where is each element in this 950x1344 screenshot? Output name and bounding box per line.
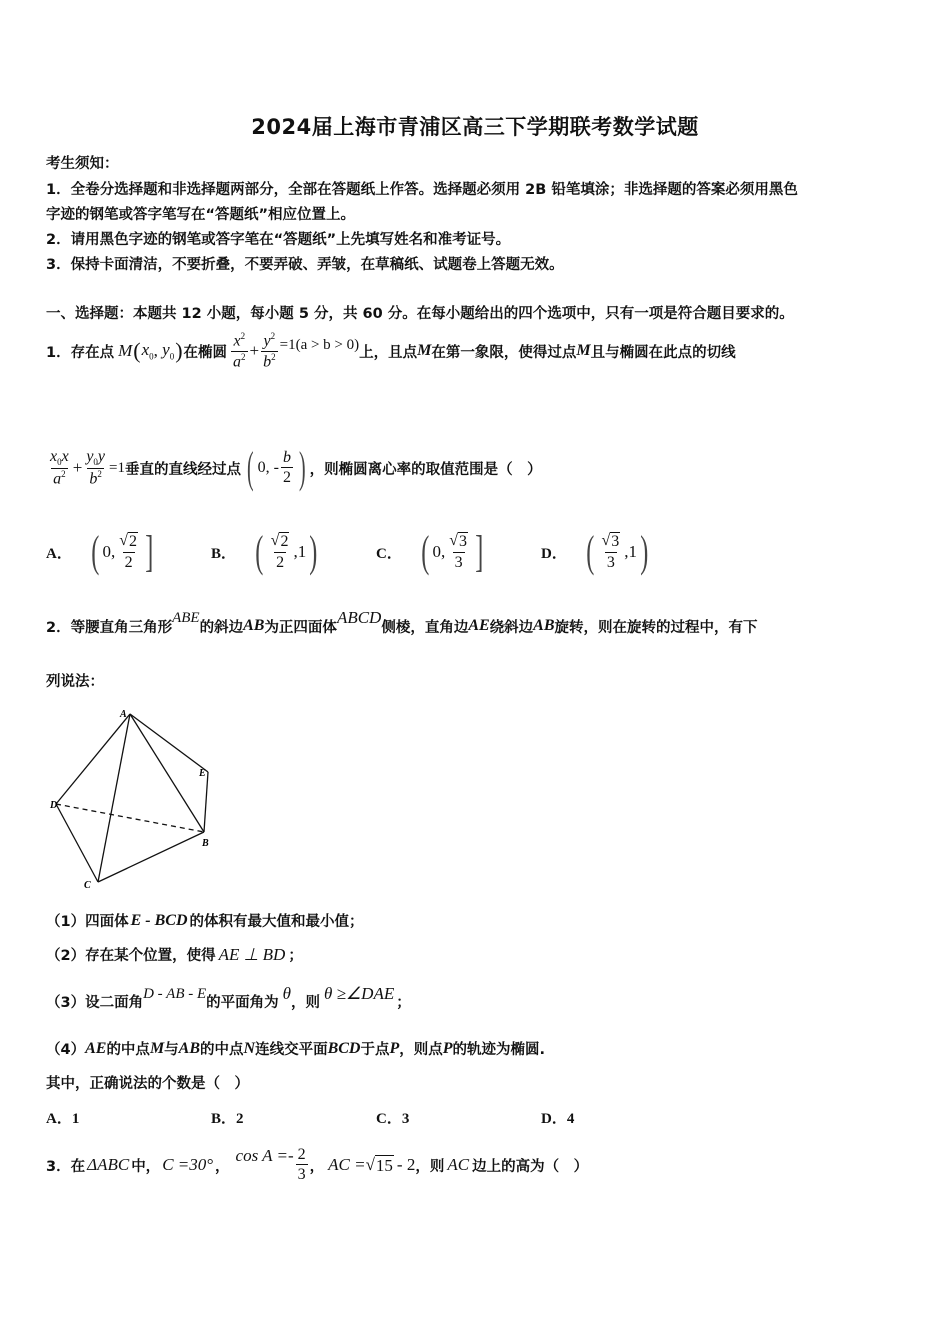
edge-eb bbox=[204, 772, 208, 832]
q1-option-c[interactable]: C． ( 0, √ 3 3 ] bbox=[376, 527, 484, 576]
edge-dc bbox=[56, 804, 98, 882]
vertex-label-e: E bbox=[199, 768, 206, 779]
vertex-label-b: B bbox=[202, 838, 209, 849]
vertex-label-a: A bbox=[120, 709, 127, 720]
q1-paren-open: ( bbox=[133, 338, 141, 363]
q2-statement-1: （1）四面体 E - BCD 的体积有最大值和最小值； bbox=[46, 911, 364, 930]
q2-option-d[interactable]: D．4 bbox=[541, 1111, 575, 1127]
q1-paren-close: ) bbox=[175, 338, 183, 363]
q1-tangent-x-fraction: $\frac{x_0x}{a^2}$ bbox=[50, 447, 69, 487]
q1-y0: $y_0$ bbox=[162, 340, 175, 362]
question-1-line-2 bbox=[46, 438, 542, 498]
question-2-line-2: 列说法： bbox=[46, 674, 104, 690]
question-1-options bbox=[46, 520, 926, 584]
q2-text-6: 旋转，则在旋转的过程中，有下 bbox=[554, 619, 758, 636]
edge-ae bbox=[130, 714, 208, 772]
q1-ellipse-y-fraction: $\frac{y^2}{b^2}$ bbox=[263, 330, 276, 370]
q2-abcd: ABCD bbox=[336, 608, 382, 627]
q1-point-m-3: M bbox=[576, 342, 591, 359]
q1-comma: , bbox=[153, 341, 163, 360]
q2-text-1: 2．等腰直角三角形 bbox=[46, 619, 173, 636]
q1-text-3: 上，且点 bbox=[359, 344, 418, 361]
q2-question-prompt: 其中，正确说法的个数是（ ） bbox=[46, 1076, 249, 1092]
q2-text-2: 的斜边 bbox=[199, 619, 244, 636]
q1-text-5: 且与椭圆在此点的切线 bbox=[590, 344, 736, 361]
q1-tangent-y-fraction: $\frac{y_0y}{b^2}$ bbox=[86, 447, 106, 487]
tetrahedron-figure bbox=[44, 704, 224, 894]
q2-statement-2: （2）存在某个位置，使得 AE ⊥ BD ； bbox=[46, 944, 303, 964]
q1-point-m: M bbox=[118, 341, 133, 360]
q1-ellipse-condition: =1(a > b > 0) bbox=[279, 336, 360, 353]
q1-plus: + bbox=[249, 341, 260, 360]
page-title: 2024届上海市青浦区高三下学期联考数学试题 bbox=[251, 115, 699, 139]
edge-db-hidden bbox=[56, 804, 204, 832]
vertex-label-c: C bbox=[84, 880, 91, 891]
q1-ellipse-x-fraction: $\frac{x^2}{a^2}$ bbox=[233, 330, 246, 370]
q1-point-coords: ( 0, - $\frac{b}{2}$ ) bbox=[247, 443, 306, 492]
edge-ab bbox=[130, 714, 204, 832]
q2-ab-2: AB bbox=[533, 617, 555, 634]
q2-text-4: 侧棱，直角边 bbox=[381, 619, 469, 636]
question-3: 3．在 ΔABC 中， C =30° ， cos A =- $\frac{2}{3}$ ， AC = √ 15 - 2 ，则 AC 边上的高为（ ） bbox=[46, 1145, 589, 1184]
q2-option-b[interactable]: B．2 bbox=[211, 1111, 244, 1127]
q1-text-1: 1．存在点 bbox=[46, 344, 115, 361]
edge-cb bbox=[98, 832, 204, 882]
q2-text-3: 为正四面体 bbox=[264, 619, 337, 636]
vertex-label-d: D bbox=[50, 800, 58, 811]
q2-abe: ABE bbox=[172, 609, 200, 626]
q1-text-2: 在椭圆 bbox=[183, 344, 228, 361]
q2-ae: AE bbox=[468, 617, 490, 634]
q2-text-5: 绕斜边 bbox=[489, 619, 534, 636]
q2-ab: AB bbox=[243, 617, 265, 634]
notice-item-2: 2．请用黑色字迹的钢笔或答字笔在“答题纸”上先填写姓名和准考证号。 bbox=[46, 232, 511, 248]
q2-option-c[interactable]: C．3 bbox=[376, 1111, 410, 1127]
notice-item-1-line-1: 1．全卷分选择题和非选择题两部分，全部在答题纸上作答。选择题必须用 2B 铅笔填涂；非选择题的答案必须用黑色 bbox=[46, 182, 798, 198]
question-2-line-1 bbox=[46, 606, 758, 646]
section-heading: 一、选择题：本题共 12 小题，每小题 5 分，共 60 分。在每小题给出的四个选项中，只有一项是符合题目要求的。 bbox=[46, 306, 794, 322]
notice-item-1-line-2: 字迹的钢笔或答字笔写在“答题纸”相应位置上。 bbox=[46, 207, 356, 223]
q1-option-a[interactable]: A． ( 0, √ 2 2 ] bbox=[46, 527, 154, 576]
q2-statement-4: （4） AE 的中点 M 与 AB 的中点 N 连线交平面 BCD 于点 P ，则点 P 的轨迹为椭圆. bbox=[46, 1039, 546, 1058]
q1-option-b[interactable]: B． ( √ 2 2 ,1 ) bbox=[211, 527, 318, 576]
edge-ad bbox=[56, 714, 130, 804]
q2-option-a[interactable]: A．1 bbox=[46, 1111, 80, 1127]
q1-plus-2: + bbox=[72, 458, 83, 477]
q1-equals-one: =1 bbox=[109, 459, 125, 476]
q1-option-d[interactable]: D． ( √ 3 3 ,1 ) bbox=[541, 527, 649, 576]
q1-text-6: 垂直的直线经过点 bbox=[125, 461, 241, 478]
q1-text-7: ，则椭圆离心率的取值范围是（ ） bbox=[309, 461, 542, 478]
q1-text-4: 在第一象限，使得过点 bbox=[431, 344, 577, 361]
q1-point-m-2: M bbox=[417, 342, 432, 359]
notice-heading: 考生须知： bbox=[46, 156, 119, 172]
notice-item-3: 3．保持卡面清洁，不要折叠，不要弄破、弄皱，在草稿纸、试题卷上答题无效。 bbox=[46, 257, 564, 273]
question-1-line-1 bbox=[46, 328, 736, 374]
q2-statement-3: （3）设二面角 D - AB - E 的平面角为 θ ，则 θ ≥∠DAE ； bbox=[46, 984, 411, 1011]
q1-x0: $x_0$ bbox=[141, 340, 154, 362]
edge-ac bbox=[98, 714, 130, 882]
